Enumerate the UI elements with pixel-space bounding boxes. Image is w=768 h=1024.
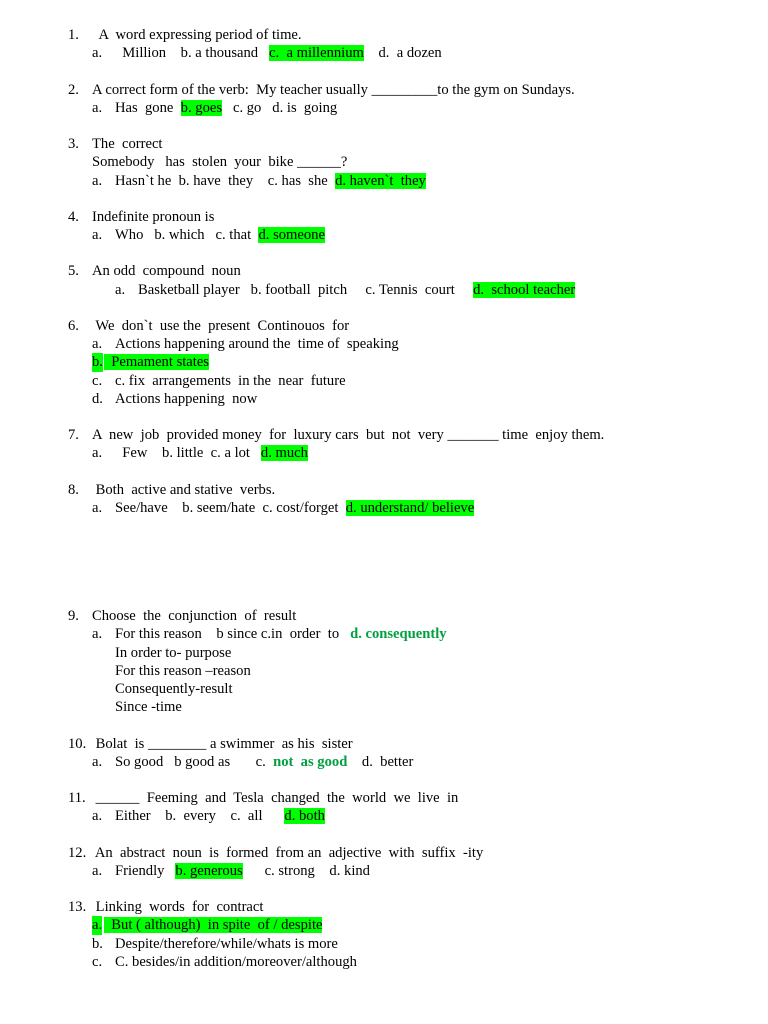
option-text: c. go d. is going xyxy=(222,99,338,116)
option-letter: a. xyxy=(92,172,103,189)
question-text: Indefinite pronoun is xyxy=(92,208,215,225)
question-line xyxy=(0,153,768,171)
option-text: Basketball player b. football pitch c. Tennis court xyxy=(138,281,474,298)
question-text: ______ Feeming and Tesla changed the world we live in xyxy=(92,790,459,807)
option-letter: a. xyxy=(92,336,103,353)
question-number: 11. xyxy=(68,790,86,807)
option-letter: b. xyxy=(92,935,103,952)
explanation-line xyxy=(0,680,768,698)
option-letter: a. xyxy=(92,626,103,643)
question-number: 6. xyxy=(68,318,79,334)
question-text: Choose the conjunction of result xyxy=(92,608,297,625)
options-text xyxy=(115,935,338,953)
option-letter: a. xyxy=(92,753,103,770)
question-block xyxy=(0,735,768,771)
option-letter: c. xyxy=(92,372,103,389)
answer-highlight: d. haven`t they xyxy=(335,172,426,189)
question-number: 10. xyxy=(68,735,87,752)
question-number: 9. xyxy=(68,608,79,625)
question-block xyxy=(0,317,768,408)
options-line xyxy=(0,953,768,971)
option-text: For this reason b since c.in order to xyxy=(115,626,351,643)
options-text xyxy=(104,353,209,371)
question-text: Bolat is ________ a swimmer as his sister xyxy=(92,735,353,752)
options-line xyxy=(0,499,768,517)
question-line xyxy=(0,208,768,226)
option-text: Actions happening now xyxy=(115,390,258,407)
question-line xyxy=(0,426,768,444)
options-line xyxy=(0,916,768,934)
options-text xyxy=(115,390,257,408)
blank-space xyxy=(0,535,768,607)
option-letter: a. xyxy=(92,45,103,62)
question-number: 12. xyxy=(68,844,87,861)
question-number: 4. xyxy=(68,208,79,225)
answer-highlight: c. a millennium xyxy=(269,45,364,62)
options-line xyxy=(0,625,768,643)
options-line xyxy=(0,335,768,353)
option-text: c. fix arrangements in the near future xyxy=(115,372,346,389)
option-letter: a. xyxy=(92,445,103,462)
options-text xyxy=(115,335,399,353)
options-text xyxy=(115,444,308,462)
question-text: We don`t use the present Continouos for xyxy=(92,318,350,334)
answer-highlight: not as good xyxy=(273,753,348,770)
explanation-line xyxy=(0,644,768,662)
options-line xyxy=(0,444,768,462)
question-block xyxy=(0,26,768,62)
option-text: See/have b. seem/hate c. cost/forget xyxy=(115,499,346,516)
answer-highlight: states xyxy=(176,354,209,371)
option-text: Despite/therefore/while/whats is more xyxy=(115,935,338,952)
question-number: 13. xyxy=(68,899,87,916)
answer-highlight: d. someone xyxy=(258,227,325,244)
option-text: c. strong d. kind xyxy=(242,862,370,879)
question-number: 8. xyxy=(68,481,79,498)
option-text: Hasn`t he b. have they c. has she xyxy=(115,172,336,189)
option-text: Has gone xyxy=(115,99,181,116)
quiz-document xyxy=(0,26,768,989)
question-text: Somebody has stolen your bike ______? xyxy=(92,154,348,171)
option-letter: a. xyxy=(92,808,103,825)
question-block xyxy=(0,898,768,971)
explanation-line xyxy=(0,698,768,716)
answer-highlight: b. generous xyxy=(175,862,243,879)
option-letter: a. xyxy=(115,281,126,298)
option-text: C. besides/in addition/moreover/although xyxy=(115,953,357,970)
options-line xyxy=(0,226,768,244)
answer-highlight: d. much xyxy=(260,445,308,462)
question-line xyxy=(0,735,768,753)
explanation-text: For this reason –reason xyxy=(115,662,251,679)
options-text xyxy=(115,226,325,244)
option-letter: a. xyxy=(92,917,103,934)
question-block xyxy=(0,208,768,244)
question-text: A new job provided money for luxury cars but not very _______ time enjoy them. xyxy=(92,427,605,444)
options-line xyxy=(0,935,768,953)
options-text xyxy=(115,953,357,971)
options-line xyxy=(23,281,768,299)
question-text: An odd compound noun xyxy=(92,263,241,280)
question-block xyxy=(0,481,768,517)
question-text: A word expressing period of time. xyxy=(92,27,302,43)
question-line xyxy=(0,26,768,44)
options-line xyxy=(0,753,768,771)
question-text: An abstract noun is formed from an adjective with suffix -ity xyxy=(92,844,484,861)
question-number: 1. xyxy=(68,27,79,43)
options-text xyxy=(115,44,442,62)
question-block xyxy=(0,789,768,825)
option-text: d. better xyxy=(347,753,414,770)
question-block xyxy=(0,844,768,880)
options-line xyxy=(0,807,768,825)
option-letter: d. xyxy=(92,390,103,407)
options-text xyxy=(115,372,346,390)
answer-highlight: Pemament xyxy=(104,354,177,371)
question-number: 2. xyxy=(68,81,79,98)
question-block xyxy=(0,81,768,117)
options-line xyxy=(0,390,768,408)
option-letter: a. xyxy=(92,99,103,116)
question-line xyxy=(0,898,768,916)
question-line xyxy=(0,81,768,99)
question-line xyxy=(0,607,768,625)
options-line xyxy=(0,44,768,62)
options-line xyxy=(0,372,768,390)
option-text: Few b. little c. a lot xyxy=(115,445,261,462)
answer-highlight: b. goes xyxy=(180,99,223,116)
option-letter: a. xyxy=(92,499,103,516)
question-number: 7. xyxy=(68,427,79,444)
options-line xyxy=(0,172,768,190)
options-text xyxy=(115,499,474,517)
answer-highlight: d. both xyxy=(284,808,325,825)
option-letter: c. xyxy=(92,953,103,970)
option-letter: b. xyxy=(92,354,103,371)
options-text xyxy=(104,916,322,934)
explanation-text: Consequently-result xyxy=(115,681,233,697)
option-letter: a. xyxy=(92,862,103,879)
option-text: Million b. a thousand xyxy=(115,45,270,62)
options-text xyxy=(115,807,325,825)
options-line xyxy=(0,99,768,117)
options-line xyxy=(0,353,768,371)
option-text: Who b. which c. that xyxy=(115,227,259,244)
question-block xyxy=(0,607,768,716)
option-text: d. a dozen xyxy=(363,45,442,62)
explanation-text: Since -time xyxy=(115,699,182,716)
answer-highlight: d. consequently xyxy=(350,626,447,643)
question-block xyxy=(0,426,768,462)
question-line xyxy=(0,262,768,280)
question-line xyxy=(0,844,768,862)
answer-highlight: d. school teacher xyxy=(473,281,576,298)
question-text: Both active and stative verbs. xyxy=(92,481,276,498)
options-text xyxy=(115,99,337,117)
answer-highlight: d. understand/ believe xyxy=(345,499,475,516)
options-text xyxy=(115,862,370,880)
question-text: The correct xyxy=(92,136,163,153)
explanation-line xyxy=(0,662,768,680)
question-text: A correct form of the verb: My teacher usually _________to the gym on Sundays. xyxy=(92,81,575,98)
question-line xyxy=(0,789,768,807)
options-text xyxy=(138,281,575,299)
question-number: 5. xyxy=(68,263,79,280)
option-letter: a. xyxy=(92,227,103,244)
options-text xyxy=(115,625,447,643)
options-text xyxy=(115,753,413,771)
question-block xyxy=(0,135,768,190)
question-line xyxy=(0,481,768,499)
question-text: Linking words for contract xyxy=(92,899,264,916)
question-block xyxy=(0,262,768,298)
option-text: Either b. every c. all xyxy=(115,808,285,825)
option-text: Friendly xyxy=(115,862,176,879)
question-line xyxy=(0,317,768,335)
question-number: 3. xyxy=(68,136,79,153)
question-line xyxy=(0,135,768,153)
options-text xyxy=(115,172,426,190)
options-line xyxy=(0,862,768,880)
option-text: So good b good as c. xyxy=(115,753,274,770)
option-text: Actions happening around the time of speaking xyxy=(115,336,399,353)
answer-highlight: But ( although) in spite of / despite xyxy=(104,917,323,934)
explanation-text: In order to- purpose xyxy=(115,644,232,661)
